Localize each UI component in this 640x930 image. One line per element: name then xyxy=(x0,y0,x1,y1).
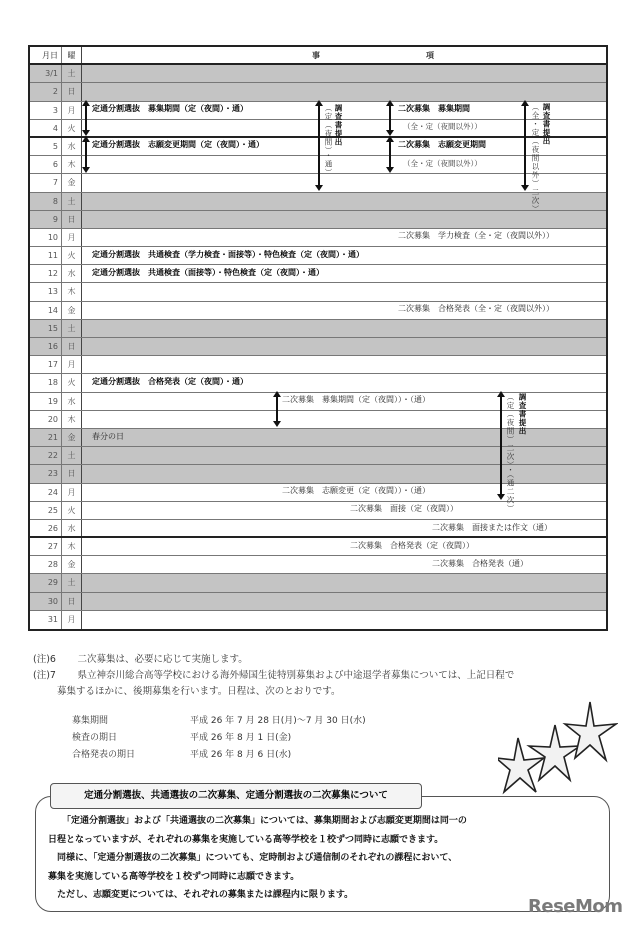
table-row xyxy=(30,356,606,374)
weekday-cell: 火 xyxy=(62,120,82,136)
weekday-cell: 金 xyxy=(62,174,82,191)
event: 二次募集 合格発表（全・定（夜間以外）） xyxy=(398,304,554,314)
date-cell: 5 xyxy=(30,138,62,155)
date-cell: 7 xyxy=(30,174,62,191)
weekday-cell: 木 xyxy=(62,156,82,173)
date-cell: 9 xyxy=(30,211,62,228)
range-arrow-icon xyxy=(389,138,391,170)
range-arrow-icon xyxy=(500,393,502,498)
event-cell xyxy=(82,465,606,482)
date-cell: 14 xyxy=(30,302,62,319)
weekday-cell: 金 xyxy=(62,429,82,446)
header-event: 事 項 xyxy=(312,51,434,60)
table-row xyxy=(30,611,606,629)
date-cell: 4 xyxy=(30,120,62,136)
table-row xyxy=(30,211,606,229)
date-cell: 17 xyxy=(30,356,62,373)
weekday-cell: 水 xyxy=(62,265,82,282)
date-cell: 10 xyxy=(30,229,62,246)
vertical-note: （定（夜間）・通） xyxy=(324,103,333,177)
date-cell: 30 xyxy=(30,593,62,610)
table-row xyxy=(30,193,606,211)
weekday-cell: 月 xyxy=(62,611,82,629)
note-7-cont: 募集するほかに、後期募集を行います。日程は、次のとおりです。 xyxy=(57,686,341,697)
table-row xyxy=(30,338,606,356)
vertical-note: 調査書提出 xyxy=(542,102,551,146)
event: 二次募集 面接または作文（通） xyxy=(432,522,552,532)
event: 二次募集 募集期間 xyxy=(398,103,470,113)
date-cell: 19 xyxy=(30,393,62,410)
event-cell xyxy=(82,193,606,210)
event-bold: 定通分割選抜 募集期間（定（夜間）・通） xyxy=(92,103,248,113)
range-arrow-icon xyxy=(524,102,526,189)
schedule-row: 検査の期日 平成 26 年 8 月 1 日(金) xyxy=(72,733,292,743)
note-6: (注)6 二次募集は、必要に応じて実施します。 xyxy=(33,654,248,665)
weekday-cell: 木 xyxy=(62,411,82,428)
three-stars-icon xyxy=(498,700,618,795)
event: 二次募集 募集期間（定（夜間））・（通） xyxy=(282,395,430,405)
date-cell: 25 xyxy=(30,502,62,519)
weekday-cell: 水 xyxy=(62,520,82,536)
weekday-cell: 日 xyxy=(62,593,82,610)
event-cell xyxy=(82,83,606,100)
event: 二次募集 志願変更期間 xyxy=(398,140,486,150)
vertical-note: （全・定（夜間以外）二次） xyxy=(531,102,540,214)
event-bold: 定通分割選抜 合格発表（定（夜間）・通） xyxy=(92,376,248,386)
event-cell xyxy=(82,502,606,519)
range-arrow-icon xyxy=(85,138,87,170)
event-cell xyxy=(82,593,606,610)
event: 二次募集 志願変更（定（夜間））・（通） xyxy=(282,486,430,496)
date-cell: 28 xyxy=(30,556,62,573)
event-subtext: （全・定（夜間以外）） xyxy=(403,158,482,168)
event: 春分の日 xyxy=(92,431,124,441)
weekday-cell: 土 xyxy=(62,320,82,337)
range-arrow-icon xyxy=(276,393,278,425)
table-row xyxy=(30,283,606,301)
info-line: 「定通分割選抜」および「共通選抜の二次募集」については、募集期間および志願変更期間は同一の xyxy=(62,816,467,826)
date-cell: 13 xyxy=(30,283,62,300)
date-cell: 2 xyxy=(30,83,62,100)
table-row xyxy=(30,502,606,520)
table-row xyxy=(30,574,606,592)
range-arrow-icon xyxy=(318,102,320,189)
date-cell: 29 xyxy=(30,574,62,591)
table-row xyxy=(30,83,606,101)
date-cell: 24 xyxy=(30,484,62,501)
notes xyxy=(33,652,514,700)
range-arrow-icon xyxy=(389,102,391,134)
note-7: (注)7 県立神奈川総合高等学校における海外帰国生徒特別募集および中途退学者募集については、上記日程で xyxy=(33,670,515,681)
weekday-cell: 火 xyxy=(62,247,82,264)
vertical-note: 調査書提出 xyxy=(518,393,527,436)
weekday-cell: 木 xyxy=(62,538,82,555)
weekday-cell: 土 xyxy=(62,193,82,210)
info-line: 日程となっていますが、それぞれの募集を実施している高等学校を１校ずつ同時に志願できます。 xyxy=(48,834,444,845)
weekday-cell: 金 xyxy=(62,302,82,319)
info-box-title: 定通分割選抜、共通選抜の二次募集、定通分割選抜の二次募集について xyxy=(50,783,422,809)
weekday-cell: 日 xyxy=(62,338,82,355)
event-cell xyxy=(82,211,606,228)
date-cell: 18 xyxy=(30,374,62,391)
event-cell xyxy=(82,338,606,355)
event-cell xyxy=(82,156,606,173)
info-line: 同様に、「定通分割選抜の二次募集」についても、定時制および通信制のそれぞれの課程において、 xyxy=(48,853,458,863)
weekday-cell: 日 xyxy=(62,211,82,228)
table-row xyxy=(30,593,606,611)
weekday-cell: 日 xyxy=(62,83,82,100)
weekday-cell: 火 xyxy=(62,374,82,391)
date-cell: 21 xyxy=(30,429,62,446)
table-header xyxy=(30,47,606,65)
event-bold: 定通分割選抜 共通検査（面接等）・特色検査（定（夜間）・通） xyxy=(92,267,324,277)
info-line: 募集を実施している高等学校を１校ずつ同時に志願できます。 xyxy=(48,871,300,882)
weekday-cell: 月 xyxy=(62,229,82,246)
event-cell xyxy=(82,283,606,300)
date-cell: 22 xyxy=(30,447,62,464)
date-cell: 26 xyxy=(30,520,62,536)
event-cell xyxy=(82,447,606,464)
range-arrow-icon xyxy=(85,102,87,134)
date-cell: 11 xyxy=(30,247,62,264)
table-row xyxy=(30,465,606,483)
weekday-cell: 火 xyxy=(62,502,82,519)
table-row xyxy=(30,447,606,465)
event-bold: 定通分割選抜 共通検査（学力検査・面接等）・特色検査（定（夜間）・通） xyxy=(92,249,364,259)
event: 二次募集 合格発表（定（夜間）） xyxy=(350,540,474,550)
vertical-note: 調査書提出 xyxy=(334,103,343,147)
date-cell: 12 xyxy=(30,265,62,282)
weekday-cell: 土 xyxy=(62,65,82,82)
schedule-row: 合格発表の期日 平成 26 年 8 月 6 日(水) xyxy=(72,750,292,760)
vertical-note: （定（夜間）二次）・（通二次） xyxy=(506,393,515,514)
event-cell xyxy=(82,65,606,82)
weekday-cell: 月 xyxy=(62,356,82,373)
date-cell: 6 xyxy=(30,156,62,173)
date-cell: 16 xyxy=(30,338,62,355)
weekday-cell: 土 xyxy=(62,574,82,591)
table-row xyxy=(30,538,606,556)
date-cell: 8 xyxy=(30,193,62,210)
date-cell: 15 xyxy=(30,320,62,337)
event-cell xyxy=(82,120,606,136)
event-cell xyxy=(82,356,606,373)
event: 二次募集 学力検査（全・定（夜間以外）） xyxy=(398,231,554,241)
header-date: 月日 xyxy=(30,47,62,63)
weekday-cell: 土 xyxy=(62,447,82,464)
weekday-cell: 月 xyxy=(62,102,82,119)
event-cell xyxy=(82,574,606,591)
schedule-row: 募集期間 平成 26 年 7 月 28 日(月)〜7 月 30 日(水) xyxy=(72,716,366,726)
info-line: ただし、志願変更については、それぞれの募集または課程内に限ります。 xyxy=(48,890,354,900)
late-recruitment-schedule xyxy=(72,713,366,764)
event: 二次募集 合格発表（通） xyxy=(432,558,528,568)
header-weekday: 曜 xyxy=(62,47,82,63)
event-cell xyxy=(82,320,606,337)
table-row xyxy=(30,320,606,338)
info-box-body xyxy=(48,812,608,905)
date-cell: 3 xyxy=(30,102,62,119)
date-cell: 31 xyxy=(30,611,62,629)
date-cell: 20 xyxy=(30,411,62,428)
weekday-cell: 日 xyxy=(62,465,82,482)
weekday-cell: 金 xyxy=(62,556,82,573)
date-cell: 27 xyxy=(30,538,62,555)
date-cell: 3/1 xyxy=(30,65,62,82)
event-cell xyxy=(82,538,606,555)
table-row xyxy=(30,65,606,83)
date-cell: 23 xyxy=(30,465,62,482)
weekday-cell: 水 xyxy=(62,138,82,155)
weekday-cell: 木 xyxy=(62,283,82,300)
weekday-cell: 月 xyxy=(62,484,82,501)
resemom-watermark: ReseMom xyxy=(528,896,623,917)
weekday-cell: 水 xyxy=(62,393,82,410)
event: 二次募集 面接（定（夜間）） xyxy=(350,504,458,514)
event-subtext: （全・定（夜間以外）） xyxy=(403,122,482,132)
event-cell xyxy=(82,611,606,629)
event-bold: 定通分割選抜 志願変更期間（定（夜間）・通） xyxy=(92,140,264,150)
